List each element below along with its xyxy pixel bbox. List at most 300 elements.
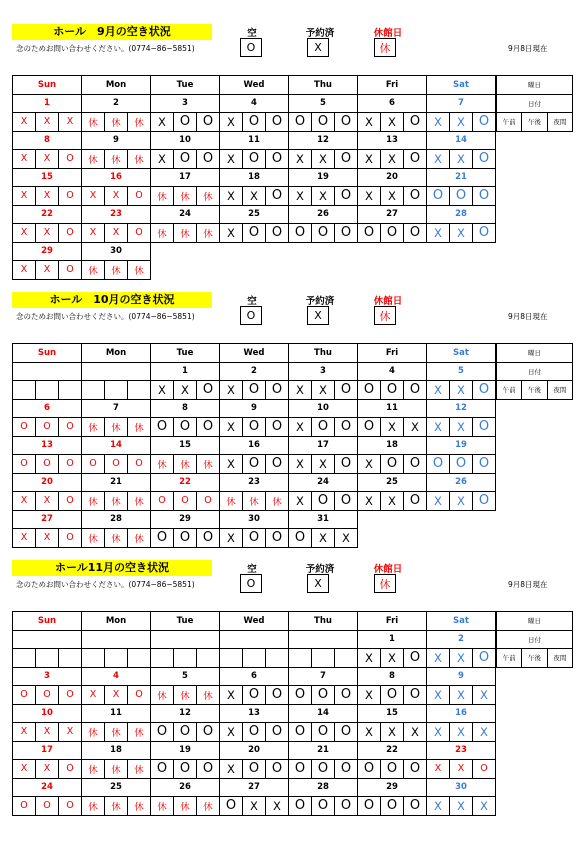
- slot-cell: [82, 418, 151, 437]
- side-weekday-label: 曜日: [497, 344, 573, 363]
- date-cell: 24: [151, 205, 220, 224]
- side-date-label: 日付: [497, 94, 573, 113]
- availability-mark: X: [35, 150, 58, 168]
- availability-mark: X: [311, 455, 334, 473]
- empty-cell: [427, 529, 496, 548]
- date-cell: 28: [82, 510, 151, 529]
- availability-mark: O: [242, 529, 265, 547]
- availability-mark: O: [58, 187, 81, 205]
- date-row: [13, 741, 496, 760]
- availability-mark: 休: [127, 723, 150, 741]
- date-cell: 12: [151, 704, 220, 723]
- date-cell: 31: [289, 510, 358, 529]
- availability-mark: 休: [88, 154, 98, 166]
- date-cell: 16: [427, 704, 496, 723]
- empty-cell: [289, 242, 358, 261]
- legend-booked-label: 予約済: [305, 28, 335, 39]
- availability-mark: O: [294, 114, 306, 130]
- date-cell: 4: [358, 362, 427, 381]
- date-cell: 22: [151, 473, 220, 492]
- empty-cell: [358, 529, 427, 548]
- availability-mark: X: [434, 763, 442, 775]
- availability-mark: 休: [127, 261, 150, 279]
- availability-mark: 休: [226, 496, 236, 508]
- date-row: [13, 630, 496, 649]
- date-cell: 1: [151, 362, 220, 381]
- availability-mark: X: [35, 492, 58, 510]
- date-cell: 13: [220, 704, 289, 723]
- date-row: [13, 436, 496, 455]
- side-night-label: 夜間: [547, 113, 572, 132]
- slot-cell: [82, 686, 151, 705]
- availability-mark: 休: [196, 224, 219, 242]
- availability-mark: O: [173, 150, 196, 168]
- availability-mark: 休: [157, 801, 167, 813]
- availability-mark: O: [472, 224, 495, 242]
- empty-mark: O: [246, 577, 256, 590]
- availability-mark: X: [449, 381, 472, 399]
- availability-mark: O: [196, 418, 219, 436]
- slot-cell: [151, 455, 220, 474]
- date-cell: 29: [151, 510, 220, 529]
- date-row: [13, 704, 496, 723]
- side-morning-label: 午前: [497, 381, 522, 400]
- availability-mark: X: [35, 187, 58, 205]
- availability-mark: X: [434, 419, 442, 434]
- availability-mark: X: [35, 224, 58, 242]
- availability-mark: O: [58, 261, 81, 279]
- date-cell: 28: [427, 205, 496, 224]
- availability-mark: X: [20, 532, 28, 544]
- slot-cell: [427, 224, 496, 243]
- weekday-header: Sun: [13, 76, 82, 95]
- availability-mark: X: [227, 382, 235, 397]
- availability-mark: X: [20, 153, 28, 165]
- availability-mark: O: [173, 113, 196, 131]
- availability-mark: X: [365, 687, 373, 702]
- availability-mark: O: [311, 492, 334, 510]
- availability-mark: O: [472, 113, 495, 131]
- availability-mark: O: [173, 529, 196, 547]
- slot-cell: [427, 187, 496, 206]
- date-cell: 26: [151, 778, 220, 797]
- slot-cell: [82, 797, 151, 816]
- empty-cell: [151, 242, 220, 261]
- availability-mark: 休: [88, 117, 98, 129]
- contact-note: 念のためお問い合わせください。(0774−86−5851): [16, 580, 195, 589]
- availability-mark: X: [449, 760, 472, 778]
- slot-cell: [289, 418, 358, 437]
- availability-mark: X: [227, 188, 235, 203]
- contact-note: 念のためお問い合わせください。(0774−86−5851): [16, 44, 195, 53]
- date-row: [13, 362, 496, 381]
- closed-mark: 休: [379, 577, 391, 591]
- availability-mark: 休: [104, 723, 127, 741]
- side-weekday-label: 曜日: [497, 76, 573, 95]
- availability-mark: O: [334, 723, 357, 741]
- slot-row: [13, 113, 496, 132]
- availability-mark: O: [311, 686, 334, 704]
- availability-mark: X: [35, 760, 58, 778]
- slot-row: [13, 455, 496, 474]
- date-cell: [82, 630, 151, 649]
- slot-row: [13, 760, 496, 779]
- availability-mark: O: [196, 529, 219, 547]
- availability-mark: O: [242, 418, 265, 436]
- availability-mark: O: [265, 187, 288, 205]
- availability-mark: O: [20, 421, 28, 433]
- availability-mark: O: [294, 225, 306, 241]
- availability-mark: X: [89, 190, 97, 202]
- availability-mark: X: [380, 418, 403, 436]
- availability-mark: X: [104, 686, 127, 704]
- weekday-header: Wed: [220, 344, 289, 363]
- availability-mark: O: [334, 797, 357, 815]
- slot-cell: [289, 187, 358, 206]
- date-row: [13, 205, 496, 224]
- date-cell: 14: [427, 131, 496, 150]
- availability-mark: [127, 649, 150, 667]
- availability-mark: O: [334, 381, 357, 399]
- availability-mark: X: [380, 723, 403, 741]
- availability-mark: X: [365, 188, 373, 203]
- availability-mark: X: [242, 187, 265, 205]
- availability-mark: 休: [173, 797, 196, 815]
- date-cell: 9: [427, 667, 496, 686]
- date-cell: 25: [82, 778, 151, 797]
- availability-mark: O: [242, 455, 265, 473]
- availability-mark: O: [58, 760, 81, 778]
- slot-cell: [13, 261, 82, 280]
- availability-mark: X: [311, 187, 334, 205]
- weekday-header: Wed: [220, 76, 289, 95]
- slot-cell: [289, 686, 358, 705]
- availability-mark: O: [334, 150, 357, 168]
- weekday-header: Fri: [358, 612, 427, 631]
- slot-row: [13, 492, 496, 511]
- legend-closed-box: [374, 574, 396, 593]
- slot-cell: [82, 529, 151, 548]
- date-cell: [82, 362, 151, 381]
- slot-cell: [289, 150, 358, 169]
- date-cell: 20: [220, 741, 289, 760]
- availability-mark: O: [294, 724, 306, 740]
- slot-row: [13, 261, 496, 280]
- empty-cell: [151, 261, 220, 280]
- slot-cell: [151, 686, 220, 705]
- availability-mark: 休: [157, 228, 167, 240]
- availability-mark: O: [380, 381, 403, 399]
- legend-closed-box: [374, 306, 396, 325]
- weekday-header: Sun: [13, 612, 82, 631]
- date-cell: 3: [13, 667, 82, 686]
- date-cell: 30: [82, 242, 151, 261]
- side-afternoon-label: 午後: [522, 113, 547, 132]
- date-cell: [151, 630, 220, 649]
- availability-mark: [173, 649, 196, 667]
- slot-cell: [151, 529, 220, 548]
- date-cell: 22: [358, 741, 427, 760]
- availability-mark: O: [89, 458, 97, 470]
- slot-cell: [82, 649, 151, 668]
- date-cell: 10: [151, 131, 220, 150]
- slot-cell: [220, 381, 289, 400]
- availability-mark: X: [296, 456, 304, 471]
- weekday-header: Tue: [151, 344, 220, 363]
- date-cell: 28: [289, 778, 358, 797]
- slot-cell: [151, 381, 220, 400]
- date-cell: 5: [427, 362, 496, 381]
- slot-cell: [289, 649, 358, 668]
- availability-mark: [311, 649, 334, 667]
- slot-cell: [220, 760, 289, 779]
- availability-mark: O: [449, 187, 472, 205]
- availability-mark: 休: [104, 760, 127, 778]
- slot-cell: [82, 492, 151, 511]
- slot-cell: [427, 381, 496, 400]
- availability-mark: O: [403, 797, 426, 815]
- date-cell: 6: [220, 667, 289, 686]
- availability-mark: X: [365, 724, 373, 739]
- slot-cell: [13, 381, 82, 400]
- availability-mark: O: [35, 418, 58, 436]
- weekday-header: Fri: [358, 344, 427, 363]
- availability-mark: X: [380, 492, 403, 510]
- availability-mark: O: [58, 150, 81, 168]
- availability-mark: O: [242, 723, 265, 741]
- date-cell: 26: [427, 473, 496, 492]
- slot-cell: [82, 381, 151, 400]
- slot-cell: [220, 224, 289, 243]
- weekday-header: Mon: [82, 344, 151, 363]
- month-section: [0, 292, 584, 562]
- availability-mark: [196, 649, 219, 667]
- date-row: [13, 168, 496, 187]
- date-cell: 8: [13, 131, 82, 150]
- availability-mark: O: [294, 530, 306, 546]
- availability-mark: X: [104, 224, 127, 242]
- weekday-header: Sat: [427, 344, 496, 363]
- slot-cell: [82, 261, 151, 280]
- slot-row: [13, 797, 496, 816]
- availability-mark: O: [196, 492, 219, 510]
- availability-mark: 休: [127, 760, 150, 778]
- availability-mark: [58, 649, 81, 667]
- slot-cell: [220, 113, 289, 132]
- availability-mark: O: [20, 458, 28, 470]
- contact-note: 念のためお問い合わせください。(0774−86−5851): [16, 312, 195, 321]
- date-cell: 21: [82, 473, 151, 492]
- slot-cell: [358, 224, 427, 243]
- date-cell: 9: [220, 399, 289, 418]
- slot-cell: [289, 529, 358, 548]
- availability-mark: O: [380, 455, 403, 473]
- availability-mark: X: [227, 225, 235, 240]
- slot-row: [13, 381, 496, 400]
- availability-mark: [220, 649, 242, 667]
- legend-booked-box: [307, 38, 329, 57]
- side-date-label: 日付: [497, 630, 573, 649]
- availability-mark: O: [311, 224, 334, 242]
- empty-cell: [289, 261, 358, 280]
- availability-mark: O: [58, 686, 81, 704]
- availability-mark: O: [127, 187, 150, 205]
- side-morning-label: 午前: [497, 649, 522, 668]
- date-cell: 1: [358, 630, 427, 649]
- availability-mark: 休: [265, 492, 288, 510]
- availability-mark: X: [20, 726, 28, 738]
- date-cell: 23: [220, 473, 289, 492]
- availability-mark: O: [156, 761, 168, 777]
- legend-closed-label: 休館日: [373, 296, 403, 307]
- availability-mark: X: [20, 116, 28, 128]
- slot-cell: [358, 113, 427, 132]
- weekday-header: Sat: [427, 76, 496, 95]
- availability-mark: X: [58, 723, 81, 741]
- availability-mark: O: [363, 761, 375, 777]
- date-cell: 12: [289, 131, 358, 150]
- date-cell: 21: [289, 741, 358, 760]
- date-cell: 19: [427, 436, 496, 455]
- availability-mark: O: [363, 798, 375, 814]
- slot-cell: [427, 150, 496, 169]
- availability-mark: O: [472, 760, 495, 778]
- slot-cell: [427, 686, 496, 705]
- slot-legend-table: [496, 75, 573, 132]
- availability-mark: 休: [157, 191, 167, 203]
- date-cell: 1: [13, 94, 82, 113]
- date-cell: 8: [151, 399, 220, 418]
- availability-mark: [127, 381, 150, 399]
- availability-mark: 休: [127, 113, 150, 131]
- date-cell: 25: [220, 205, 289, 224]
- slot-cell: [358, 723, 427, 742]
- availability-mark: O: [334, 187, 357, 205]
- date-cell: [220, 630, 289, 649]
- date-cell: 3: [151, 94, 220, 113]
- availability-mark: O: [242, 224, 265, 242]
- date-cell: 30: [427, 778, 496, 797]
- date-cell: 14: [82, 436, 151, 455]
- availability-mark: X: [20, 264, 28, 276]
- availability-mark: [82, 649, 104, 667]
- availability-mark: X: [365, 151, 373, 166]
- availability-mark: X: [434, 225, 442, 240]
- availability-mark: 休: [88, 265, 98, 277]
- slot-cell: [358, 187, 427, 206]
- availability-mark: 休: [173, 455, 196, 473]
- slot-cell: [13, 150, 82, 169]
- availability-mark: O: [403, 150, 426, 168]
- availability-mark: 休: [173, 686, 196, 704]
- availability-mark: O: [265, 723, 288, 741]
- date-row: [13, 399, 496, 418]
- availability-mark: X: [89, 227, 97, 239]
- slot-cell: [289, 381, 358, 400]
- weekday-header-row: [13, 612, 496, 631]
- empty-cell: [427, 261, 496, 280]
- date-cell: 17: [289, 436, 358, 455]
- availability-mark: O: [334, 492, 357, 510]
- availability-mark: 休: [104, 418, 127, 436]
- date-cell: 20: [358, 168, 427, 187]
- booked-mark: X: [314, 309, 322, 322]
- availability-mark: O: [294, 798, 306, 814]
- availability-mark: [242, 649, 265, 667]
- availability-mark: 休: [127, 150, 150, 168]
- availability-mark: X: [158, 382, 166, 397]
- availability-mark: X: [296, 419, 304, 434]
- date-cell: 5: [151, 667, 220, 686]
- slot-cell: [427, 113, 496, 132]
- slot-legend-table: [496, 343, 573, 400]
- availability-mark: X: [449, 224, 472, 242]
- slot-cell: [289, 224, 358, 243]
- availability-mark: O: [196, 381, 219, 399]
- availability-mark: X: [35, 723, 58, 741]
- availability-mark: O: [104, 455, 127, 473]
- slot-cell: [82, 150, 151, 169]
- date-cell: 27: [13, 510, 82, 529]
- date-cell: 20: [13, 473, 82, 492]
- availability-mark: X: [434, 114, 442, 129]
- availability-mark: [82, 381, 104, 399]
- booked-mark: X: [314, 577, 322, 590]
- legend-booked-label: 予約済: [305, 564, 335, 575]
- availability-mark: O: [311, 723, 334, 741]
- availability-mark: 休: [173, 224, 196, 242]
- slot-cell: [427, 418, 496, 437]
- availability-mark: X: [20, 227, 28, 239]
- date-cell: 7: [427, 94, 496, 113]
- as-of-date: 9月8日現在: [508, 312, 548, 321]
- availability-mark: X: [403, 418, 426, 436]
- availability-mark: O: [225, 798, 237, 814]
- availability-mark: O: [242, 760, 265, 778]
- availability-mark: [265, 649, 288, 667]
- slot-cell: [13, 492, 82, 511]
- availability-mark: O: [127, 455, 150, 473]
- date-cell: 30: [220, 510, 289, 529]
- date-row: [13, 94, 496, 113]
- availability-mark: 休: [104, 150, 127, 168]
- availability-mark: X: [434, 382, 442, 397]
- availability-mark: O: [380, 760, 403, 778]
- availability-mark: O: [311, 797, 334, 815]
- availability-mark: X: [89, 689, 97, 701]
- availability-mark: O: [472, 150, 495, 168]
- availability-mark: 休: [104, 492, 127, 510]
- weekday-header: Mon: [82, 612, 151, 631]
- date-cell: 6: [13, 399, 82, 418]
- date-cell: 18: [82, 741, 151, 760]
- availability-mark: O: [35, 686, 58, 704]
- slot-cell: [82, 455, 151, 474]
- slot-row: [13, 723, 496, 742]
- slot-cell: [151, 113, 220, 132]
- availability-mark: X: [449, 649, 472, 667]
- availability-mark: O: [265, 760, 288, 778]
- side-date-label: 日付: [497, 362, 573, 381]
- weekday-header: Tue: [151, 612, 220, 631]
- slot-cell: [220, 686, 289, 705]
- availability-mark: O: [311, 113, 334, 131]
- availability-mark: X: [365, 114, 373, 129]
- availability-mark: X: [296, 493, 304, 508]
- slot-cell: [13, 418, 82, 437]
- slot-cell: [13, 113, 82, 132]
- weekday-header: Sun: [13, 344, 82, 363]
